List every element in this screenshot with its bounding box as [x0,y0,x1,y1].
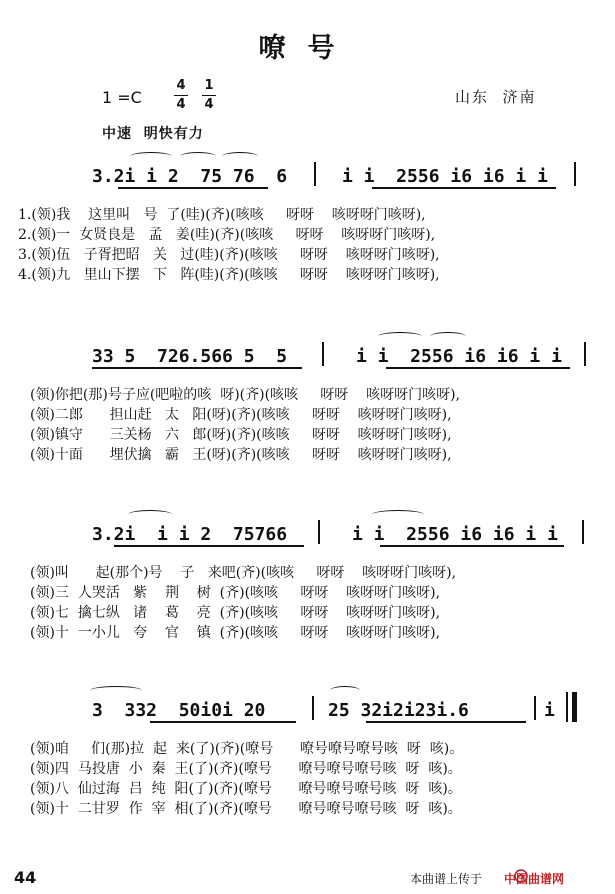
bar-line [322,342,324,366]
lyric-line: 4.(领)九 里山下摆 下 阵(哇)(齐)(咳咳 呀呀 咳呀呀门咳呀), [18,267,440,283]
lyric-line: 3.(领)伍 子胥把昭 关 过(哇)(齐)(咳咳 呀呀 咳呀呀门咳呀), [18,247,440,263]
bar-line [574,162,576,186]
underline-beam [372,187,556,189]
bar-line [312,696,314,720]
underline-beam [150,721,296,723]
underline-beam [380,545,564,547]
lyric-line: (领)咱 们(那)拉 起 来(了)(齐)(嘹号 嘹号嘹号嘹号咳 呀 咳)。 [30,741,464,757]
notes-measure: 3.2i i 2 75 76 6 [92,166,288,187]
notes-measure: 3 332 50i0i 20 [92,700,266,721]
notes-measure: 3.2i i i 2 75766 [92,524,288,545]
underline-beam [118,187,268,189]
site-logo-icon [514,869,528,883]
underline-beam [366,721,526,723]
footer-site-name[interactable]: 中国曲谱网 [504,872,565,886]
page-title: 嘹号 [258,33,357,64]
lyric-line: (领)八 仙过海 吕 纯 阳(了)(齐)(嘹号 嘹号嘹号嘹号咳 呀 咳)。 [30,781,462,797]
footer-credit [410,870,564,887]
slur [378,332,422,341]
region-label: 山东 济南 [455,88,537,106]
slur [372,510,424,519]
underline-beam [114,545,304,547]
final-bar-thick [572,692,577,722]
notes-measure: 25 32i2i23i.6 [328,700,469,721]
bar-line [582,520,584,544]
time-signature-4-4: 4 4 [174,78,188,113]
lyric-line: 1.(领)我 这里叫 号 了(哇)(齐)(咳咳 呀呀 咳呀呀门咳呀), [18,207,426,223]
lyric-line: (领)三 人哭活 紫 荆 树 (齐)(咳咳 呀呀 咳呀呀门咳呀), [30,585,441,601]
lyric-line: (领)七 擒七纵 诸 葛 亮 (齐)(咳咳 呀呀 咳呀呀门咳呀), [30,605,441,621]
lyric-line: (领)十 二甘罗 作 宰 相(了)(齐)(嘹号 嘹号嘹号嘹号咳 呀 咳)。 [30,801,462,817]
lyric-line: (领)十 一小儿 夸 官 镇 (齐)(咳咳 呀呀 咳呀呀门咳呀), [30,625,441,641]
lyric-line: (领)十面 埋伏擒 霸 王(呀)(齐)(咳咳 呀呀 咳呀呀门咳呀), [30,447,452,463]
tempo-marking: 中速 明快有力 [102,126,204,142]
time-signature-1-4: 1 4 [202,78,216,113]
footer-prefix: 本曲谱上传于 [410,872,483,886]
bar-line [534,696,536,720]
bar-line [314,162,316,186]
slur [90,686,142,695]
lyric-line: (领)四 马投唐 小 秦 王(了)(齐)(嘹号 嘹号嘹号嘹号咳 呀 咳)。 [30,761,462,777]
lyric-line: (领)镇守 三关杨 六 郎(呀)(齐)(咳咳 呀呀 咳呀呀门咳呀), [30,427,452,443]
bar-line [318,520,320,544]
notes-measure: i [544,700,555,721]
bar-line [584,342,586,366]
notes-measure: i i 2556 i6 i6 i i [356,346,562,367]
notes-measure: i i 2556 i6 i6 i i [352,524,558,545]
lyric-line: (领)你把(那)号子应(吧啦的咳 呀)(齐)(咳咳 呀呀 咳呀呀门咳呀), [30,387,461,403]
lyric-line: (领)叫 起(那个)号 子 来吧(齐)(咳咳 呀呀 咳呀呀门咳呀), [30,565,457,581]
slur [222,152,258,161]
underline-beam [92,367,302,369]
underline-beam [386,367,570,369]
slur [330,686,360,695]
slur [180,152,216,161]
page-number: 44 [14,868,37,887]
notes-measure: i i 2556 i6 i6 i i [342,166,548,187]
slur [130,152,172,161]
notes-measure: 33 5 726.566 5 5 [92,346,288,367]
final-bar-thin [566,692,568,722]
lyric-line: 2.(领)一 女贤良是 孟 姜(哇)(齐)(咳咳 呀呀 咳呀呀门咳呀), [18,227,436,243]
key-signature: 1 =C [102,88,142,107]
slur [430,332,466,341]
lyric-line: (领)二郎 担山赶 太 阳(呀)(齐)(咳咳 呀呀 咳呀呀门咳呀), [30,407,452,423]
slur [128,510,172,519]
